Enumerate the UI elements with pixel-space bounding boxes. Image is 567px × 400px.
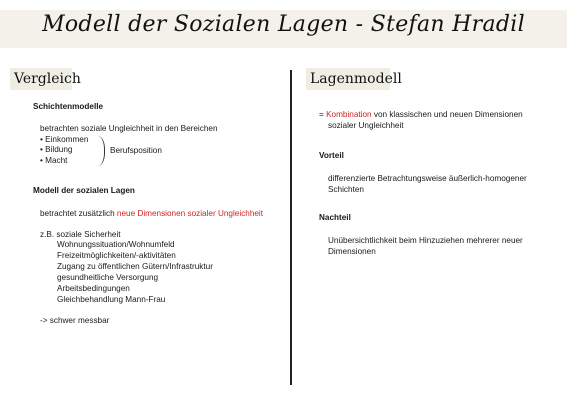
definition-line-2: sozialer Ungleichheit	[328, 121, 404, 130]
highlight-new-dimensions: neue Dimensionen sozialer Ungleichheit	[116, 209, 264, 218]
bullet-item: • Einkommen	[40, 135, 89, 144]
column-heading-lagenmodell: Lagenmodell	[310, 71, 402, 87]
example-item: gesundheitliche Versorgung	[57, 273, 159, 282]
page-title: Modell der Sozialen Lagen - Stefan Hradil	[42, 12, 525, 37]
lagen-model-description: betrachtet zusätzlich neue Dimensionen sozialer Ungleichheit	[40, 209, 264, 218]
brace-symbol	[98, 136, 105, 166]
nachteil-text-1: Unübersichtlichkeit beim Hinzuziehen mehrerer neuer	[328, 236, 523, 245]
column-heading-vergleich: Vergleich	[14, 71, 81, 87]
schichtenmodelle-description: betrachten soziale Ungleichheit in den Bereichen	[40, 124, 218, 133]
footnote: -> schwer messbar	[40, 316, 110, 325]
example-item: Freizeitmöglichkeiten/-aktivitäten	[57, 251, 176, 260]
highlight-kombination: Kombination	[326, 110, 372, 119]
example-intro: z.B. soziale Sicherheit	[40, 230, 121, 239]
vorteil-title: Vorteil	[319, 151, 344, 160]
example-item: Gleichbehandlung Mann-Frau	[57, 295, 166, 304]
bullet-item: • Bildung	[40, 145, 73, 154]
nachteil-title: Nachteil	[319, 213, 351, 222]
example-item: Wohnungssituation/Wohnumfeld	[57, 240, 175, 249]
nachteil-text-2: Dimensionen	[328, 247, 376, 256]
lagen-model-title: Modell der sozialen Lagen	[33, 186, 135, 195]
example-item: Arbeitsbedingungen	[57, 284, 130, 293]
example-item: Zugang zu öffentlichen Gütern/Infrastruktur	[57, 262, 213, 271]
vorteil-text-2: Schichten	[328, 185, 364, 194]
bullet-item: • Macht	[40, 156, 68, 165]
schichtenmodelle-title: Schichtenmodelle	[33, 102, 104, 111]
vorteil-text-1: differenzierte Betrachtungsweise äußerlich-homogener	[328, 174, 527, 183]
brace-label: Berufsposition	[110, 146, 162, 155]
column-divider	[290, 70, 292, 385]
definition-line: = Kombination von klassischen und neuen Dimensionen	[319, 110, 523, 119]
